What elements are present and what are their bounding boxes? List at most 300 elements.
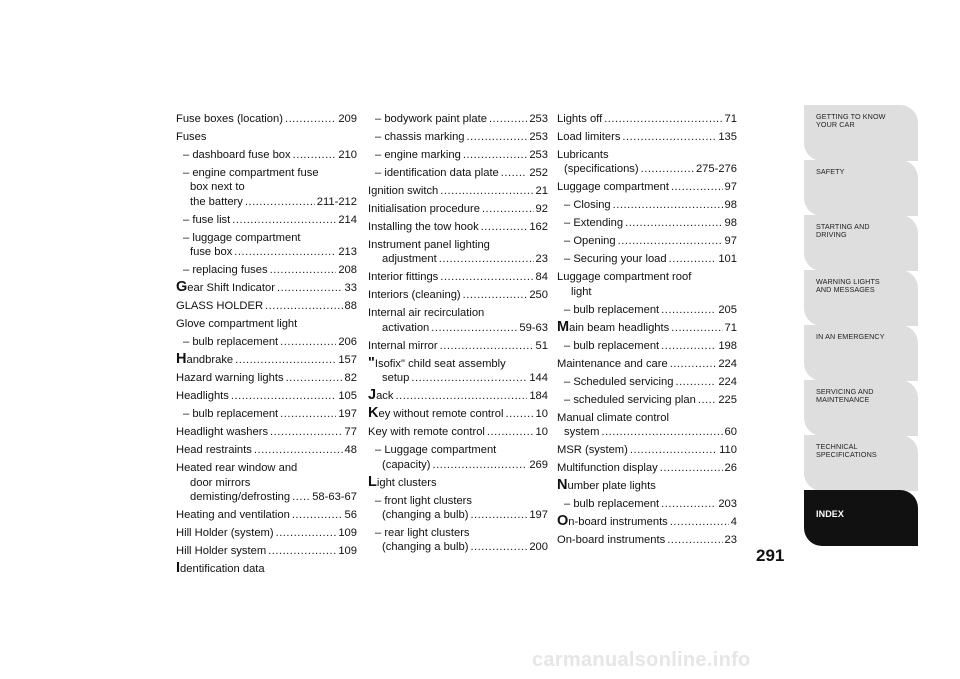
page-reference[interactable]: 206 bbox=[338, 336, 357, 349]
index-entry bbox=[557, 318, 737, 335]
index-entry bbox=[557, 270, 737, 299]
index-line bbox=[176, 335, 357, 349]
index-line bbox=[557, 162, 737, 176]
index-entry bbox=[176, 371, 357, 385]
index-line bbox=[176, 195, 357, 209]
index-term-text: Headlights bbox=[176, 390, 229, 403]
index-line bbox=[176, 166, 357, 180]
index-line bbox=[557, 425, 737, 439]
watermark: carmanualsonline.info bbox=[532, 649, 751, 671]
index-term-text: – bulb replacement bbox=[183, 408, 279, 421]
index-term-text: ey without remote control bbox=[378, 408, 504, 421]
page-reference[interactable]: 109 bbox=[338, 545, 357, 558]
index-line bbox=[176, 231, 357, 245]
chapter-tab-label: WARNING LIGHTS bbox=[816, 277, 880, 286]
page-reference[interactable]: 184 bbox=[529, 390, 548, 403]
page-reference[interactable]: 214 bbox=[338, 213, 357, 226]
index-term-text: Lubricants bbox=[557, 149, 609, 161]
index-initial-letter: K bbox=[368, 405, 379, 422]
page-reference[interactable]: 144 bbox=[529, 372, 548, 385]
chapter-tab[interactable] bbox=[804, 325, 918, 381]
page-reference[interactable]: 203 bbox=[718, 498, 737, 511]
index-line bbox=[176, 263, 357, 277]
index-line bbox=[368, 220, 548, 234]
index-entry bbox=[176, 461, 357, 504]
index-term-text: box next to bbox=[190, 181, 245, 194]
index-line bbox=[176, 407, 357, 421]
index-line bbox=[368, 443, 548, 457]
index-entry bbox=[557, 198, 737, 212]
index-term-text: Initialisation procedure bbox=[368, 203, 480, 215]
index-term bbox=[382, 508, 468, 522]
index-term bbox=[183, 166, 319, 180]
index-term bbox=[368, 306, 484, 320]
dot-leader bbox=[641, 162, 694, 176]
index-line bbox=[557, 216, 737, 230]
index-term bbox=[190, 476, 250, 490]
index-term bbox=[557, 112, 602, 126]
page-reference[interactable]: 21 bbox=[535, 185, 548, 197]
dot-leader bbox=[277, 281, 343, 295]
index-term bbox=[375, 166, 499, 180]
index-line bbox=[368, 148, 548, 162]
index-term bbox=[368, 288, 461, 302]
index-entry bbox=[368, 389, 548, 403]
dot-leader bbox=[470, 540, 527, 554]
index-entry bbox=[176, 425, 357, 439]
dot-leader bbox=[481, 220, 528, 234]
page-reference[interactable]: 135 bbox=[718, 131, 737, 143]
chapter-tab-label: SERVICING AND bbox=[816, 387, 874, 396]
index-term-text: – bulb replacement bbox=[564, 303, 660, 316]
index-term-text: Hazard warning lights bbox=[176, 372, 284, 385]
index-term bbox=[382, 252, 437, 266]
index-term-text: Fuse boxes (location) bbox=[176, 113, 283, 125]
page-reference[interactable]: 26 bbox=[724, 462, 737, 475]
index-line bbox=[557, 198, 737, 212]
index-term-text: n-board instruments bbox=[568, 516, 668, 529]
chapter-tab-label: GETTING TO KNOW bbox=[816, 112, 886, 121]
page-reference[interactable]: 197 bbox=[529, 509, 548, 522]
chapter-tab-label: SAFETY bbox=[816, 167, 845, 176]
index-term-text: – chassis marking bbox=[375, 131, 465, 143]
index-term bbox=[564, 162, 639, 176]
chapter-tab-label: INDEX bbox=[816, 509, 845, 519]
index-entry bbox=[557, 303, 737, 317]
index-term-text: activation bbox=[382, 321, 430, 334]
index-term bbox=[176, 299, 263, 313]
dot-leader bbox=[463, 148, 528, 162]
index-entry bbox=[368, 148, 548, 162]
dot-leader bbox=[285, 112, 336, 126]
index-line bbox=[557, 339, 737, 353]
index-term bbox=[190, 490, 290, 504]
index-line bbox=[368, 130, 548, 144]
index-line bbox=[176, 299, 357, 313]
page-reference[interactable]: 252 bbox=[529, 167, 548, 179]
index-line bbox=[176, 213, 357, 227]
index-entry bbox=[557, 252, 737, 266]
dot-leader bbox=[396, 389, 528, 403]
page-reference[interactable]: 110 bbox=[719, 444, 737, 457]
index-term bbox=[557, 318, 670, 335]
page-reference[interactable]: 211-212 bbox=[316, 195, 357, 208]
page-reference[interactable]: 71 bbox=[724, 321, 737, 334]
index-term-text: Lights off bbox=[557, 113, 603, 125]
index-entry bbox=[557, 375, 737, 389]
index-term bbox=[176, 544, 266, 558]
index-entry bbox=[368, 494, 548, 523]
index-term bbox=[183, 213, 230, 227]
dot-leader bbox=[235, 353, 336, 367]
index-term-text: Glove compartment light bbox=[176, 318, 298, 331]
index-line bbox=[176, 389, 357, 403]
page-reference[interactable]: 23 bbox=[535, 253, 548, 266]
index-entry bbox=[176, 263, 357, 277]
index-line bbox=[176, 425, 357, 439]
index-term-text: Fuses bbox=[176, 131, 207, 143]
index-line bbox=[176, 180, 357, 194]
index-term-text: ear Shift Indicator bbox=[187, 282, 275, 295]
index-entry bbox=[176, 148, 357, 162]
index-line bbox=[557, 234, 737, 248]
dot-leader bbox=[671, 180, 723, 194]
dot-leader bbox=[254, 443, 343, 457]
page-reference[interactable]: 200 bbox=[529, 541, 548, 554]
index-entry bbox=[176, 335, 357, 349]
dot-leader bbox=[270, 425, 343, 439]
index-initial-letter: N bbox=[557, 477, 568, 494]
dot-leader bbox=[671, 321, 722, 335]
dot-leader bbox=[270, 263, 337, 277]
dot-leader bbox=[618, 234, 723, 248]
dot-leader bbox=[463, 288, 528, 302]
index-entry bbox=[557, 339, 737, 353]
index-term-text: umber plate lights bbox=[567, 480, 656, 493]
index-entry bbox=[176, 389, 357, 403]
chapter-sidebar bbox=[804, 105, 918, 543]
page-reference[interactable]: 224 bbox=[718, 375, 737, 388]
chapter-tab[interactable] bbox=[804, 105, 918, 161]
index-entry bbox=[176, 299, 357, 313]
chapter-tab[interactable] bbox=[804, 435, 918, 491]
index-term-text: ight clusters bbox=[376, 476, 437, 489]
index-term bbox=[183, 231, 301, 245]
page-reference[interactable]: 208 bbox=[338, 264, 357, 277]
index-line bbox=[176, 476, 357, 490]
index-term-text: (changing a bulb) bbox=[382, 541, 469, 554]
index-line bbox=[368, 508, 548, 522]
index-entry bbox=[557, 393, 737, 407]
chapter-tab-label: IN AN EMERGENCY bbox=[816, 332, 885, 341]
index-line bbox=[557, 443, 737, 457]
chapter-tab[interactable] bbox=[804, 380, 918, 436]
dot-leader bbox=[622, 130, 716, 144]
page-reference[interactable]: 209 bbox=[338, 113, 357, 125]
page-reference[interactable]: 97 bbox=[724, 235, 737, 248]
index-entry bbox=[176, 526, 357, 540]
index-entry bbox=[176, 231, 357, 260]
index-line bbox=[176, 490, 357, 504]
index-term-text: – fuse list bbox=[183, 213, 231, 226]
page-reference[interactable]: 225 bbox=[718, 393, 737, 406]
index-term bbox=[176, 526, 274, 540]
index-entry bbox=[176, 281, 357, 295]
index-line bbox=[368, 306, 548, 320]
index-entry bbox=[557, 148, 737, 177]
index-term bbox=[368, 425, 485, 439]
index-line bbox=[557, 497, 737, 511]
page-reference[interactable]: 71 bbox=[724, 113, 737, 125]
dot-leader bbox=[470, 508, 527, 522]
index-line bbox=[176, 443, 357, 457]
index-term bbox=[557, 357, 668, 371]
dot-leader bbox=[630, 443, 717, 457]
page-reference[interactable]: 33 bbox=[344, 282, 357, 295]
page-reference[interactable]: 197 bbox=[338, 408, 357, 421]
index-term bbox=[176, 112, 283, 126]
index-term-text: Head restraints bbox=[176, 444, 252, 457]
index-line bbox=[176, 508, 357, 522]
page-reference[interactable]: 10 bbox=[535, 426, 548, 439]
index-term-text: the battery bbox=[190, 195, 243, 208]
index-term-text: – scheduled servicing plan bbox=[564, 393, 696, 406]
page-reference[interactable]: 157 bbox=[338, 354, 357, 367]
index-line bbox=[557, 411, 737, 425]
chapter-tab[interactable] bbox=[804, 490, 918, 546]
index-entry bbox=[557, 216, 737, 230]
page-reference[interactable]: 253 bbox=[529, 113, 548, 125]
page-reference[interactable]: 210 bbox=[338, 149, 357, 161]
index-term bbox=[183, 335, 278, 349]
dot-leader bbox=[667, 533, 722, 547]
index-term bbox=[375, 112, 487, 126]
index-term bbox=[368, 354, 506, 371]
page-reference[interactable]: 253 bbox=[529, 149, 548, 161]
dot-leader bbox=[489, 112, 527, 126]
chapter-tab-label: TECHNICAL bbox=[816, 442, 858, 451]
page-reference[interactable]: 60 bbox=[724, 426, 737, 439]
index-entry bbox=[176, 213, 357, 227]
index-term-text: – Extending bbox=[564, 217, 624, 230]
index-term bbox=[564, 252, 667, 266]
index-term-text: Internal mirror bbox=[368, 339, 438, 352]
index-line bbox=[176, 562, 357, 576]
index-term-text: – Closing bbox=[564, 199, 611, 212]
index-term bbox=[176, 353, 233, 367]
page-reference[interactable]: 84 bbox=[535, 271, 548, 284]
index-line bbox=[557, 112, 737, 126]
index-term-text: – identification data plate bbox=[375, 167, 499, 179]
dot-leader bbox=[698, 393, 716, 407]
index-term-text: – engine compartment fuse bbox=[183, 167, 319, 179]
index-term bbox=[557, 130, 620, 144]
page-reference[interactable]: 162 bbox=[529, 221, 548, 233]
dot-leader bbox=[280, 407, 336, 421]
page-reference[interactable]: 82 bbox=[344, 372, 357, 385]
index-entry bbox=[368, 354, 548, 386]
index-entry bbox=[557, 533, 737, 547]
index-term bbox=[375, 526, 470, 540]
index-line bbox=[368, 473, 548, 490]
page-reference[interactable]: 105 bbox=[338, 390, 357, 403]
index-term-text: – front light clusters bbox=[375, 494, 473, 507]
dot-leader bbox=[669, 252, 717, 266]
dot-leader bbox=[501, 166, 528, 180]
page-reference[interactable]: 4 bbox=[730, 516, 737, 529]
index-line bbox=[176, 148, 357, 162]
index-line bbox=[557, 357, 737, 371]
index-term-text: – Securing your load bbox=[564, 253, 667, 266]
dot-leader bbox=[431, 321, 517, 335]
index-entry bbox=[176, 317, 357, 331]
index-entry bbox=[557, 357, 737, 371]
page-reference[interactable]: 98 bbox=[724, 199, 737, 212]
index-term bbox=[375, 130, 465, 144]
index-term bbox=[564, 216, 623, 230]
page-reference[interactable]: 269 bbox=[529, 458, 548, 471]
chapter-tab-label: AND MESSAGES bbox=[816, 285, 875, 294]
index-term bbox=[176, 425, 268, 439]
page-reference[interactable]: 51 bbox=[535, 339, 548, 352]
index-line bbox=[176, 317, 357, 331]
dot-leader bbox=[467, 130, 528, 144]
dot-leader bbox=[292, 508, 343, 522]
index-initial-letter: M bbox=[557, 318, 570, 335]
index-term-text: Load limiters bbox=[557, 131, 621, 143]
index-entry bbox=[557, 234, 737, 248]
page-reference[interactable]: 56 bbox=[344, 509, 357, 522]
index-line bbox=[368, 288, 548, 302]
index-column-2 bbox=[368, 112, 548, 558]
index-term bbox=[368, 238, 490, 252]
page-reference[interactable]: 253 bbox=[529, 131, 548, 143]
index-term-text: Installing the tow hook bbox=[368, 221, 479, 233]
index-initial-letter: J bbox=[368, 387, 377, 404]
chapter-tab[interactable] bbox=[804, 160, 918, 216]
index-term bbox=[183, 263, 268, 277]
page-reference[interactable]: 213 bbox=[338, 246, 357, 259]
index-term bbox=[190, 180, 245, 194]
index-term bbox=[368, 202, 480, 216]
dot-leader bbox=[661, 303, 716, 317]
index-term bbox=[382, 371, 409, 385]
index-entry bbox=[368, 425, 548, 439]
dot-leader bbox=[505, 407, 533, 421]
index-term bbox=[176, 281, 275, 295]
page-reference[interactable]: 198 bbox=[718, 339, 737, 352]
index-term bbox=[382, 321, 429, 335]
page-reference[interactable]: 58-63-67 bbox=[312, 491, 357, 504]
page-number: 291 bbox=[756, 546, 785, 565]
chapter-tab-label: DRIVING bbox=[816, 230, 847, 239]
page-reference[interactable]: 97 bbox=[724, 181, 737, 194]
index-term-text: door mirrors bbox=[190, 476, 251, 489]
index-term bbox=[557, 533, 665, 547]
index-term-text: – bulb replacement bbox=[183, 336, 279, 349]
index-term-text: Manual climate control bbox=[557, 411, 669, 424]
index-line bbox=[368, 184, 548, 198]
chapter-tab-label: MAINTENANCE bbox=[816, 395, 870, 404]
page-reference[interactable]: 275-276 bbox=[695, 163, 737, 176]
chapter-tab[interactable] bbox=[804, 215, 918, 271]
index-line bbox=[176, 544, 357, 558]
page-reference[interactable]: 98 bbox=[724, 217, 737, 230]
index-line bbox=[368, 354, 548, 371]
index-term bbox=[176, 130, 206, 144]
index-term-text: – rear light clusters bbox=[375, 527, 470, 540]
index-line bbox=[176, 281, 357, 295]
index-term-text: Luggage compartment roof bbox=[557, 271, 692, 284]
index-term-text: Internal air recirculation bbox=[368, 307, 485, 320]
page-reference[interactable]: 48 bbox=[344, 444, 357, 457]
index-line bbox=[368, 494, 548, 508]
index-line bbox=[368, 526, 548, 540]
index-entry bbox=[368, 184, 548, 198]
index-entry bbox=[557, 112, 737, 126]
page-reference[interactable]: 101 bbox=[718, 253, 737, 266]
page-reference[interactable]: 88 bbox=[344, 300, 357, 313]
index-line bbox=[557, 252, 737, 266]
index-term-text: Isofix" child seat assembly bbox=[374, 357, 506, 370]
index-term-text: Ignition switch bbox=[368, 185, 439, 197]
index-line bbox=[176, 461, 357, 475]
dot-leader bbox=[613, 198, 723, 212]
index-term bbox=[176, 317, 297, 331]
page-reference[interactable]: 92 bbox=[535, 203, 548, 215]
index-term bbox=[557, 443, 628, 457]
page-reference[interactable]: 109 bbox=[338, 527, 357, 540]
index-term bbox=[557, 148, 609, 162]
page-reference[interactable]: 23 bbox=[724, 534, 737, 547]
index-entry bbox=[557, 515, 737, 529]
index-line bbox=[368, 252, 548, 266]
index-term-text: Headlight washers bbox=[176, 426, 269, 439]
index-term bbox=[176, 371, 284, 385]
dot-leader bbox=[482, 202, 534, 216]
index-line bbox=[176, 130, 357, 144]
index-term-text: ain beam headlights bbox=[569, 321, 670, 334]
index-line bbox=[176, 245, 357, 259]
index-term bbox=[557, 270, 691, 284]
index-term-text: GLASS HOLDER bbox=[176, 300, 264, 313]
chapter-tab[interactable] bbox=[804, 270, 918, 326]
page-reference[interactable]: 205 bbox=[718, 303, 737, 316]
page-reference[interactable]: 224 bbox=[718, 357, 737, 370]
index-line bbox=[368, 270, 548, 284]
index-term-text: demisting/defrosting bbox=[190, 491, 291, 504]
index-term bbox=[176, 508, 290, 522]
index-term bbox=[557, 180, 669, 194]
dot-leader bbox=[604, 112, 722, 126]
index-column-3 bbox=[557, 112, 737, 551]
index-term bbox=[382, 458, 431, 472]
dot-leader bbox=[232, 213, 336, 227]
index-entry bbox=[557, 497, 737, 511]
index-term-text: – Scheduled servicing bbox=[564, 375, 674, 388]
index-line bbox=[368, 458, 548, 472]
index-line bbox=[176, 371, 357, 385]
page-reference[interactable]: 77 bbox=[344, 426, 357, 439]
index-line bbox=[176, 526, 357, 540]
page-reference[interactable]: 10 bbox=[535, 408, 548, 421]
page-reference[interactable]: 250 bbox=[529, 289, 548, 302]
index-entry bbox=[176, 443, 357, 457]
index-term-text: light bbox=[571, 285, 592, 298]
index-entry bbox=[368, 166, 548, 180]
page-reference[interactable]: 59-63 bbox=[519, 321, 548, 334]
dot-leader bbox=[601, 425, 722, 439]
